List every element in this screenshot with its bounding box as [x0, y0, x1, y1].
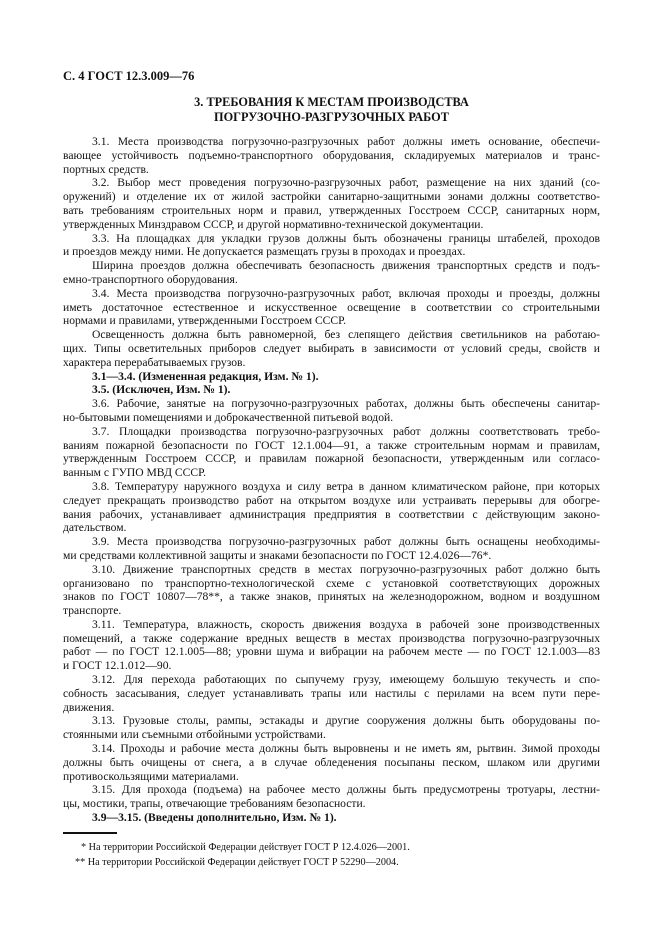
footnotes — [63, 840, 600, 870]
paragraph — [63, 535, 600, 563]
section-title-line: ПОГРУЗОЧНО-РАЗГРУЗОЧНЫХ РАБОТ — [214, 110, 449, 124]
paragraph-line: оружений) и отделение их от жилой застройки санитарно-защитными зонами должны соответство- — [63, 190, 600, 204]
paragraph-line: помещений, а также содержание вредных веществ в местах производства погрузочно-разгрузочных — [63, 631, 600, 645]
paragraph-line: Ширина проездов должна обеспечивать безопасность движения транспортных средств и подъ- — [92, 259, 600, 273]
paragraph-line: 3.6. Рабочие, занятые на погрузочно-разгрузочных работах, должны быть обеспечены санитар- — [92, 397, 600, 411]
paragraph — [63, 425, 600, 480]
paragraph-line: работ — по ГОСТ 12.1.005—88; уровни шума и вибрации на рабочем месте — по ГОСТ 12.1.003—83 — [63, 645, 600, 659]
paragraph-line: стоянными или съемными отбойными устройствами. — [63, 728, 326, 742]
paragraph — [63, 328, 600, 369]
paragraph-line: знаков по ГОСТ 10807—78**, а также знаков, принятых на железнодорожном, водном и воздушном — [63, 590, 600, 604]
section-title-line: 3. ТРЕБОВАНИЯ К МЕСТАМ ПРОИЗВОДСТВА — [194, 95, 469, 109]
paragraph-line: 3.9—3.15. (Введены дополнительно, Изм. № 1). — [92, 811, 337, 825]
paragraph — [63, 383, 600, 397]
paragraph-line: 3.12. Для перехода работающих по сыпучему грузу, имеющему большую текучесть и спо- — [92, 673, 600, 687]
paragraph-line: и проездов между ними. Не допускается размещать грузы в проходах и проездах. — [63, 245, 466, 259]
paragraph-line: 3.1—3.4. (Измененная редакция, Изм. № 1). — [92, 369, 319, 383]
paragraph-line: нормами и правилами, утвержденными Госстроем СССР. — [63, 314, 347, 328]
paragraph-line: вающее устойчивость подъемно-транспортного оборудования, складируемых материалов и транс- — [63, 148, 600, 162]
paragraph-line: Освещенность должна быть равномерной, без слепящего действия светильников на работаю- — [92, 328, 600, 342]
paragraph-line: иметь достаточное естественное и искусственное освещение в соответствии со строительными — [63, 300, 600, 314]
paragraph-line: утвержденных Минздравом СССР, и другой нормативно-технической документации. — [63, 217, 484, 231]
paragraph — [63, 742, 600, 783]
paragraph-line: 3.3. На площадках для укладки грузов должны быть обозначены границы штабелей, проходов — [92, 231, 600, 245]
paragraph — [63, 714, 600, 742]
paragraph-line: вания рабочих, устанавливает администрация предприятия в соответствии с действующим законо- — [63, 507, 600, 521]
paragraph-line: 3.5. (Исключен, Изм. № 1). — [92, 383, 231, 397]
paragraph-line: собность засасывания, следует устанавливать трапы или настилы с перилами на всем пути пере- — [63, 686, 600, 700]
paragraph-line: 3.4. Места производства погрузочно-разгрузочных работ, включая проходы и проезды, должны — [92, 286, 600, 300]
paragraph-line: и ГОСТ 12.1.012—90. — [63, 659, 172, 673]
footnote-divider — [63, 832, 117, 834]
paragraph — [63, 618, 600, 673]
paragraph-line: но-бытовыми помещениями и доброкачественной питьевой водой. — [63, 410, 394, 424]
paragraph-line: организовано по транспортно-технологической схеме с установкой соответствующих дорожных — [63, 576, 600, 590]
footnote: ** На территории Российской Федерации действует ГОСТ Р 52290—2004. — [75, 856, 399, 868]
paragraph-line: следует прекращать производство работ на открытом воздухе или устраивать перерывы для обогре- — [63, 493, 600, 507]
paragraph-line: емно-транспортного оборудования. — [63, 272, 238, 286]
paragraph-line: 3.14. Проходы и рабочие места должны быть выровнены и не иметь ям, рытвин. Зимой проходы — [92, 742, 600, 756]
paragraph-line: 3.10. Движение транспортных средств в местах погрузочно-разгрузочных работ должно быть — [92, 562, 600, 576]
paragraph-line: цы, мостики, трапы, отвечающие требованиям безопасности. — [63, 797, 366, 811]
paragraph-line: должны быть очищены от снега, а в случае обледенения посыпаны песком, шлаком или другими — [63, 755, 600, 769]
paragraph — [63, 480, 600, 535]
paragraph — [63, 397, 600, 425]
paragraph-line: 3.13. Грузовые столы, рампы, эстакады и другие сооружения должны быть оборудованы по- — [92, 714, 600, 728]
paragraph — [63, 811, 600, 825]
paragraph — [63, 135, 600, 176]
footnote: * На территории Российской Федерации действует ГОСТ Р 12.4.026—2001. — [81, 841, 410, 853]
paragraph-line: движения. — [63, 700, 115, 714]
paragraph — [63, 232, 600, 260]
paragraph — [63, 287, 600, 328]
paragraph — [63, 673, 600, 714]
paragraph-line: вать требованиям строительных норм и правил, утвержденных Госстроем СССР, санитарных норм, — [63, 203, 600, 217]
paragraph-line: 3.9. Места производства погрузочно-разгрузочных работ должны быть оснащены необходимы- — [92, 535, 600, 549]
paragraph-line: 3.1. Места производства погрузочно-разгрузочных работ должны иметь основание, обеспечи- — [92, 135, 600, 148]
paragraph — [63, 259, 600, 287]
paragraph-line: 3.7. Площадки производства погрузочно-разгрузочных работ должны соответствовать требо- — [92, 424, 600, 438]
paragraph — [63, 176, 600, 231]
page-header: С. 4 ГОСТ 12.3.009—76 — [63, 69, 195, 83]
paragraph-line: ваниям пожарной безопасности по ГОСТ 12.1.004—91, а также строительным нормам и правилам, — [63, 438, 600, 452]
section-title — [63, 95, 600, 125]
paragraph-line: 3.15. Для прохода (подъема) на рабочее место должны быть предусмотрены тротуары, лестни- — [92, 783, 600, 797]
paragraph-line: ванным с ГУПО МВД СССР. — [63, 466, 207, 480]
paragraph — [63, 783, 600, 811]
paragraph-line: 3.2. Выбор мест проведения погрузочно-разгрузочных работ, размещение на них зданий (со- — [92, 176, 600, 190]
paragraph-line: щих. Типы осветительных приборов следует выбирать в зависимости от условий среды, свойств и — [63, 341, 600, 355]
paragraph — [63, 563, 600, 618]
paragraph-line: 3.11. Температура, влажность, скорость движения воздуха в рабочей зоне производственных — [92, 617, 600, 631]
paragraph-line: транспорте. — [63, 604, 122, 618]
paragraph-line: дательством. — [63, 521, 127, 535]
paragraph-line: 3.8. Температуру наружного воздуха и силу ветра в данном климатическом районе, при которых — [92, 479, 600, 493]
paragraph-line: ми средствами коллективной защиты и знаками безопасности по ГОСТ 12.4.026—76*. — [63, 548, 492, 562]
paragraph-line: портных средств. — [63, 162, 149, 176]
paragraph-line: противоскользящими материалами. — [63, 769, 239, 783]
paragraph-line: утвержденным Госстроем СССР, и правилам пожарной безопасности, утвержденным или согласо- — [63, 452, 600, 466]
paragraph-line: характера перерабатываемых грузов. — [63, 355, 246, 369]
document-body — [63, 135, 600, 825]
paragraph — [63, 370, 600, 384]
